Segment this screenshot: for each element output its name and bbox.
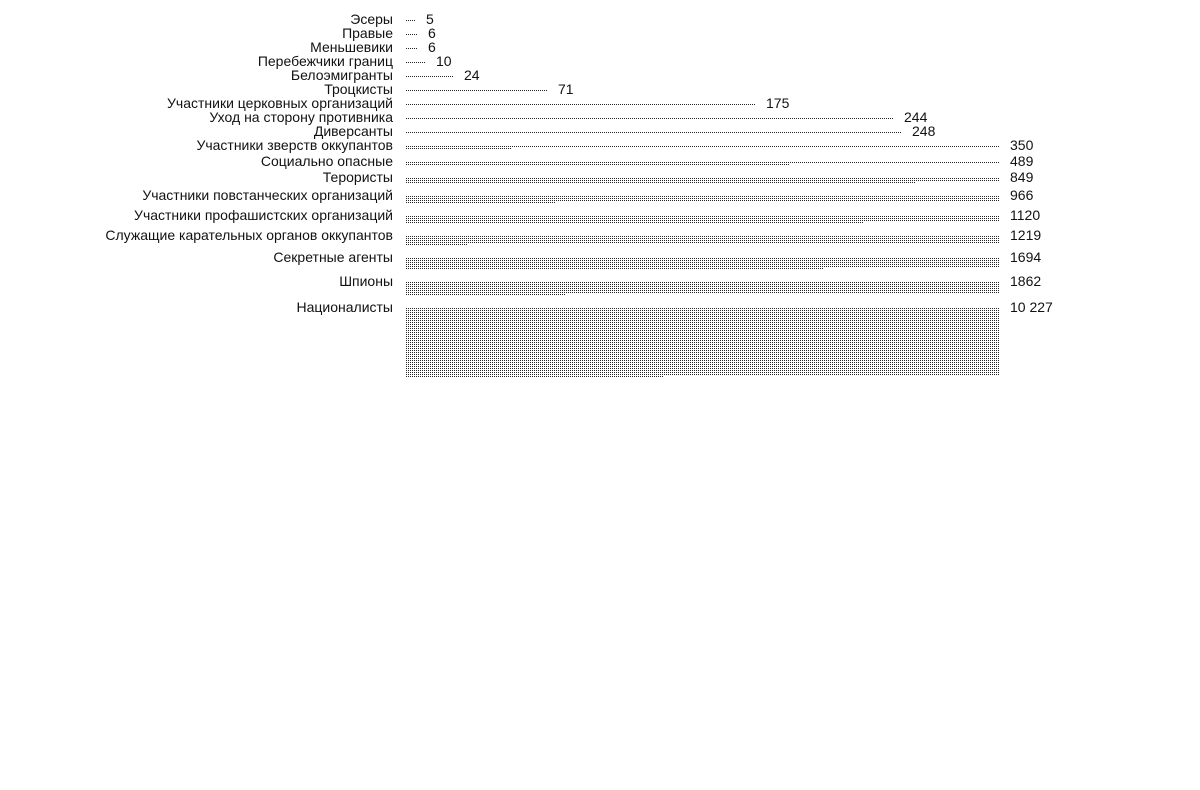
bar-dots-remainder	[405, 375, 663, 377]
chart-rows	[105, 11, 1053, 377]
bar-dots-remainder	[405, 19, 415, 21]
category-label: Перебежчики границ	[257, 53, 393, 69]
value-label: 849	[1010, 169, 1034, 185]
value-label: 248	[912, 123, 936, 139]
bar-dots-remainder	[405, 131, 901, 133]
value-label: 10	[436, 53, 452, 69]
bar-dots-remainder	[405, 221, 863, 223]
bar-dots-remainder	[405, 267, 823, 269]
value-label: 1862	[1010, 273, 1042, 289]
chart-row	[323, 169, 1034, 185]
category-label: Меньшевики	[310, 39, 393, 55]
bar-dots-remainder	[405, 117, 893, 119]
value-label: 1120	[1010, 207, 1041, 223]
chart-row	[261, 153, 1034, 169]
value-label: 966	[1010, 187, 1034, 203]
bar-dots-remainder	[405, 181, 915, 183]
bar-dots-remainder	[405, 163, 789, 165]
chart-row	[296, 299, 1053, 377]
category-label: Терористы	[322, 169, 393, 185]
bar-dots-remainder	[405, 293, 565, 295]
bar-dots-remainder	[405, 103, 755, 105]
category-label: Секретные агенты	[273, 249, 393, 265]
bar-dots-remainder	[405, 33, 417, 35]
value-label: 1694	[1010, 249, 1042, 265]
bar-dots	[405, 257, 999, 267]
category-label: Правые	[342, 25, 393, 41]
value-label: 24	[464, 67, 480, 83]
bar-dots	[405, 281, 999, 293]
value-label: 175	[766, 95, 790, 111]
chart-row	[142, 187, 1033, 203]
category-label: Уход на сторону противника	[209, 109, 393, 125]
value-label: 6	[428, 25, 436, 41]
bar-dots	[405, 235, 999, 243]
category-label: Троцкисты	[324, 81, 393, 97]
category-label: Диверсанты	[313, 123, 393, 139]
value-label: 350	[1010, 137, 1034, 153]
value-label: 489	[1010, 153, 1034, 169]
bar-dots	[405, 195, 999, 201]
bar-dots-remainder	[405, 201, 555, 203]
chart-row	[314, 123, 936, 139]
category-label: Социально опасные	[260, 153, 393, 169]
category-label: Участники профашистских организаций	[134, 207, 393, 223]
chart-row	[273, 249, 1041, 269]
chart-row	[134, 207, 1040, 223]
bar-dots-remainder	[405, 47, 417, 49]
category-label: Белоэмигранты	[290, 67, 393, 83]
bar-dots-remainder	[405, 147, 511, 149]
bar-dots	[405, 215, 999, 221]
bar-dots	[405, 145, 999, 147]
bar-dots	[405, 177, 999, 181]
bar-dots-remainder	[405, 89, 547, 91]
category-label: Националисты	[296, 299, 393, 315]
category-label: Эсеры	[350, 11, 393, 27]
value-label: 6	[428, 39, 436, 55]
category-label: Служащие карательных органов оккупантов	[105, 227, 393, 243]
chart-row	[105, 227, 1041, 245]
value-label: 10 227	[1010, 299, 1053, 315]
value-label: 71	[558, 81, 574, 97]
value-label: 5	[426, 11, 434, 27]
value-label: 1219	[1010, 227, 1042, 243]
bar-dots	[405, 307, 999, 375]
bar-dots-remainder	[405, 61, 425, 63]
chart-row	[196, 137, 1033, 153]
category-label: Участники церковных организаций	[167, 95, 393, 111]
bar-dots-remainder	[405, 243, 467, 245]
bar-dots-remainder	[405, 75, 453, 77]
category-label: Участники зверств оккупантов	[196, 137, 393, 153]
chart-row	[339, 273, 1041, 295]
category-label: Шпионы	[339, 273, 393, 289]
value-label: 244	[904, 109, 928, 125]
bar-dots	[405, 161, 999, 163]
category-label: Участники повстанческих организаций	[142, 187, 393, 203]
